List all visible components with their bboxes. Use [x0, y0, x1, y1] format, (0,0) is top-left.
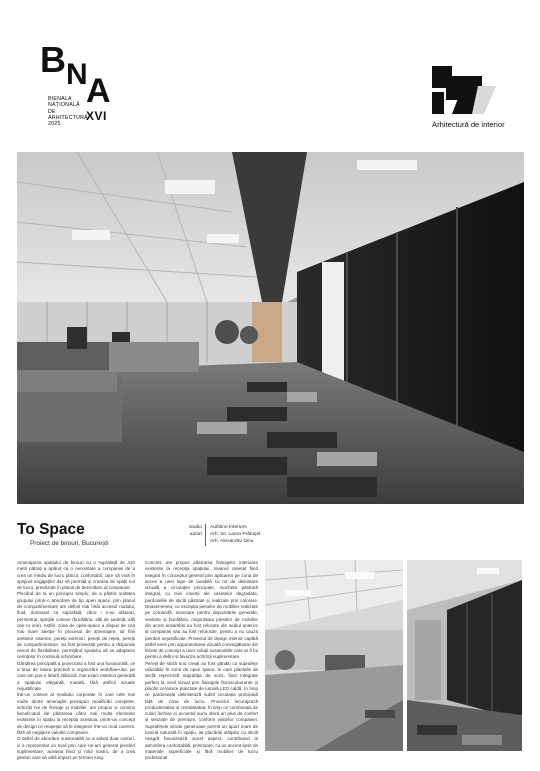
logo-line: DE	[48, 108, 56, 115]
logo-line: BIENALA	[48, 96, 72, 102]
logo-line: 2025	[48, 121, 61, 128]
logo-line: NAȚIONALĂ	[48, 102, 80, 109]
credit-key: autori	[172, 531, 206, 538]
project-subtitle: Proiect de birouri, București	[30, 540, 109, 547]
category-label: Arhitectură de interior	[432, 120, 505, 129]
paragraph: O astfel de abordare sustenabilă nu a salvat doar costuri, ci a reprezentat un mod prin care ne-am generat pierderi suplimentare, aceasta fiind și rolul nostru, de a crea gesturi care să aibă impact pe termen lung.	[17, 736, 135, 761]
paragraph: Gândirea principală a proiectului a fost una funcțională, ce a ținut de latura practică a organizării workflow-ului, pe care am pus-o latură stilistică, mai exact estetica generală a spațiului elegantă, mutată, fără artificii vizuale nejustificate.	[17, 660, 135, 691]
logo-letter-n: N	[66, 58, 88, 91]
office-corridor-photo	[17, 152, 524, 504]
logo-line: ARHITECTURĂ	[48, 114, 88, 121]
project-title: To Space	[17, 521, 85, 538]
credit-row	[172, 531, 260, 538]
logo-letter-b: B	[40, 44, 66, 80]
glass-office-photo	[407, 560, 522, 751]
paragraph: Într-un context al mediului corporate în care cele mai multe dintre amenajări presupun modificări complete, achiziții noi de finisaje și mobilier, am propus și convins beneficiarul de păstrarea câtor mai multe elemente existente în spațiu la recepția acestuia, printr-un concept de design ce reușește să le integreze într-un mod coerent, fără să neglijeze valorile companiei.	[17, 692, 135, 736]
credit-key	[172, 538, 206, 545]
credits	[172, 524, 260, 546]
description-column-2	[145, 560, 258, 762]
logo-caption	[48, 96, 88, 127]
description-column-1	[17, 560, 135, 762]
edition-number: XVI	[86, 109, 107, 123]
paragraph: Pereții de sticlă nou creați au fost gândiți ca suprafețe utilizabile în zona de open space. În care placările de sticlă reprezintă suprafața de scris, fiind integrate perfect la nivel vizual prin finisajele floroscoborante și placări ceramice punctate de lumină LED caldă, în timp ce pardoseala delimitează subtil circulația principală față de zona de lucru. Proiectul încurajează productivitatea și creativitatea. În timp ce combinația de culori închise și accentul auriu oferă un plus de confort și senzație de premium, conform valorilor companiei. Suprafețele vitrate generoase permit un aport mare de lumină naturală în spațiu, iar placările stâlpilor cu sticlă neagră favorizează acest aspect, contribuind la atmosfera confortabilă, primitoare, cu un accent lipsit de materiale superficiale și fără mobilier de lucru profesional.	[145, 660, 258, 761]
credit-value: Arh. Alexandru Dinu	[210, 539, 254, 545]
credit-row	[172, 524, 260, 531]
credit-row	[172, 538, 260, 545]
interior-architecture-icon	[432, 66, 496, 116]
logo-letter-a: A	[86, 72, 111, 110]
paragraph: Plecând de la un principiu simplu, de a păstra unitatea grupului printr-o abordare de tip open space, prin planul de compartimentare am definit mai întâi accesul nodului, fluid, dominant ca suprafață, cărui i s-au alăturat, perimetral, spațiile conexe (bucătăria, săli de ședință, săli one to one). Astfel, zona de open-space a dispus de cea mai mare atenție în procesul de amenajare, iar finii ambelor sisteme, pereții exteriori, pereții de rețea, pereții de compartimentare, au fost proiectați pentru a răspunde nevoii de flexibilitate, permițând spațiului să se adapteze cerințelor în continuă schimbare.	[17, 591, 135, 660]
paragraph: Concret, am propus păstrarea finisajelor interioare existente la recepția spațiului, tavanul casetat fiind integrat în conceptul general prin aplicarea pe zona de acces a unei tape de lavabilă cu rol de delimitare vizuală a circulației principale, mocheta păstrată integral, cu mici inserții ale casetelor degradate, pardoselile de sticlă păstrate și realizate prin colorare. Deasemenea, cu excepția pieselor de mobilier realizate pe comandă, necesare pentru depozitările generale, vestiare și bucătăria, majoritatea pieselor de mobilier din acest ansamblu au fost relocate din sediul anterior al companiei sau au fost refolosite, pentru a nu cauza pierderi nejustificate. Proiectul de design interior capătă astfel sens prin argumentarea vizuală convingătoare din fazele de concept a unor soluții sustenabile care ar fi foi pentru a defini și favoriza achiziții suplimentare.	[145, 560, 258, 660]
paragraph: Amenajarea spațiului de birouri cu o suprafață de 410 metri pătrați a apărut ca o necesitate a companiei de a crea un mediu de lucru plăcut, confortabil, care să vină în sprijinul angajaților dar să permită și crearea de spații noi de lucru, prevăzute în planul de dezvoltare al companiei.	[17, 560, 135, 591]
credit-key: studio	[172, 524, 206, 531]
open-space-before-photo	[265, 560, 403, 751]
credit-value: Authline Interiors	[210, 525, 247, 530]
credit-value: Arh. Int. Laura Prătuşel	[210, 532, 261, 538]
